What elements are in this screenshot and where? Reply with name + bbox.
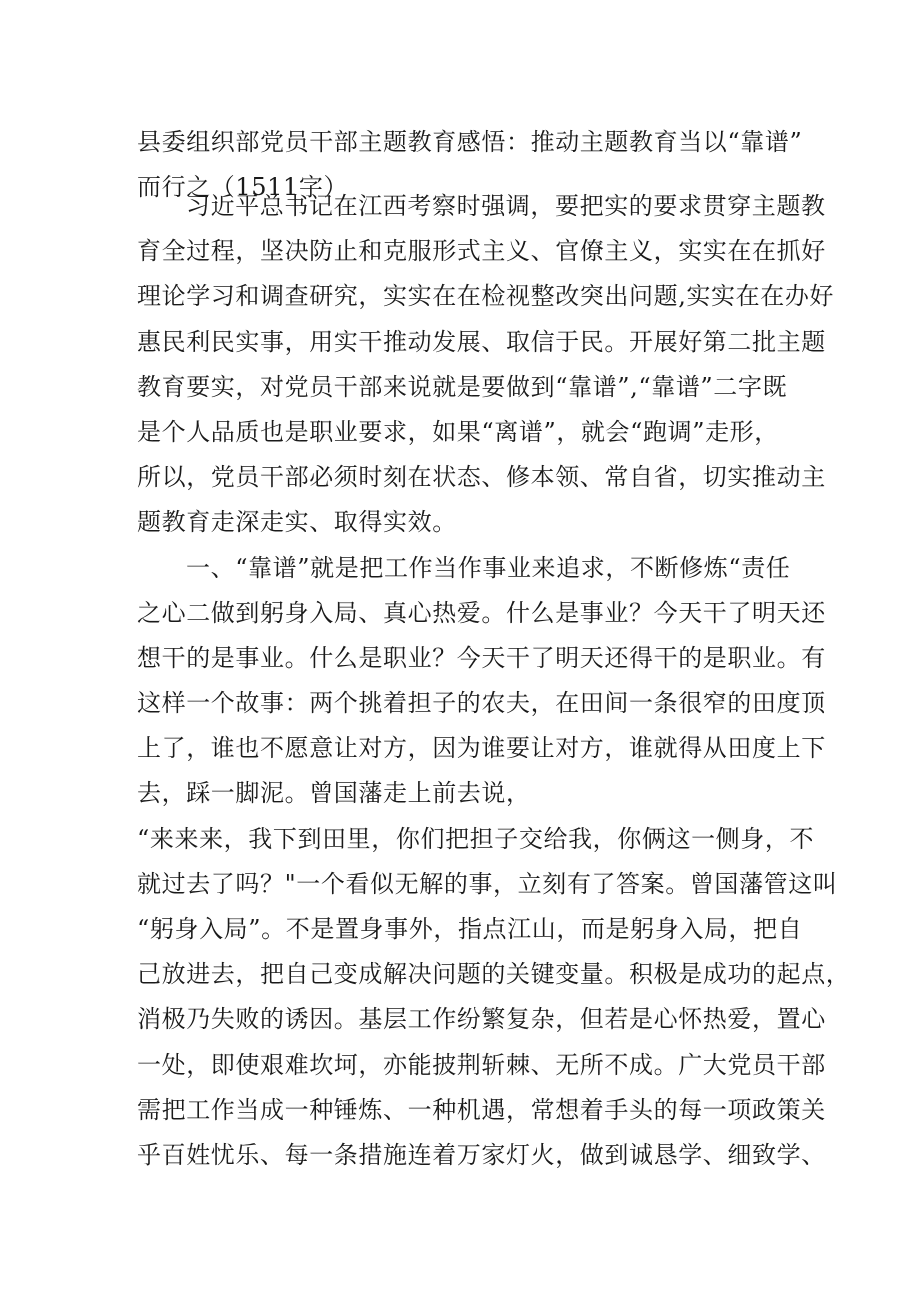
paragraph-1-line-6: 是个人品质也是职业要求，如果“离谱”，就会“跑调”走形， <box>137 417 779 446</box>
paragraph-2-line-6: 去，踩一脚泥。曾国藩走上前去说， <box>137 779 531 808</box>
paragraph-1-line-8: 题教育走深走实、取得实效。 <box>137 508 457 537</box>
paragraph-2-line-12: 一处，即使艰难坎坷，亦能披荆斩棘、无所不成。广大党员干部 <box>137 1050 826 1079</box>
title-line-1: 县委组织部党员干部主题教育感悟：推动主题教育当以“靠谱” <box>137 128 803 156</box>
paragraph-1-line-1: 习近平总书记在江西考察时强调，要把实的要求贯穿主题教 <box>186 192 826 220</box>
title-line-2: 而行之（1511字） <box>137 173 349 202</box>
paragraph-2-line-14: 乎百姓忧乐、每一条措施连着万家灯火，做到诚恳学、细致学、 <box>137 1140 826 1169</box>
paragraph-1-line-7: 所以，党员干部必须时刻在状态、修本领、常自省，切实推动主 <box>137 463 826 492</box>
paragraph-2-line-2: 之心二做到躬身入局、真心热爱。什么是事业？今天干了明天还 <box>137 598 826 627</box>
paragraph-1-line-2: 育全过程，坚决防止和克服形式主义、官僚主义，实实在在抓好 <box>137 237 826 266</box>
document-body <box>137 184 851 1178</box>
paragraph-2-line-5: 上了，谁也不愿意让对方，因为谁要让对方，谁就得从田度上下 <box>137 734 826 763</box>
paragraph-2-line-7: “来来来，我下到田里，你们把担子交给我，你俩这一侧身，不 <box>137 824 815 853</box>
paragraph-1-line-5: 教育要实，对党员干部来说就是要做到“靠谱”,“靠谱”二字既 <box>137 372 788 401</box>
paragraph-2-line-13: 需把工作当成一种锤炼、一种机遇，常想着手头的每一项政策关 <box>137 1095 826 1124</box>
paragraph-2-line-4: 这样一个故事：两个挑着担子的农夫，在田间一条很窄的田度顶 <box>137 689 826 718</box>
paragraph-2-line-11: 消极乃失败的诱因。基层工作纷繁复杂，但若是心怀热爱，置心 <box>137 1005 826 1034</box>
paragraph-2-line-9: “躬身入局”。不是置身事外，指点江山，而是躬身入局，把自 <box>137 915 803 943</box>
paragraph-2-line-10: 己放进去，把自己变成解决问题的关键变量。积极是成功的起点， <box>137 960 851 989</box>
paragraph-2-line-8: 就过去了吗？"一个看似无解的事，立刻有了答案。曾国藩管这叫 <box>137 869 838 898</box>
paragraph-2-line-3: 想干的是事业。什么是职业？今天干了明天还得干的是职业。有 <box>137 643 826 672</box>
paragraph-1-line-3: 理论学习和调查研究，实实在在检视整改突出问题,实实在在办好 <box>137 282 835 311</box>
paragraph-1-line-4: 惠民利民实事，用实干推动发展、取信于民。开展好第二批主题 <box>137 327 826 356</box>
paragraph-2-line-1: 一、“靠谱”就是把工作当作事业来追求，不断修炼“责任 <box>186 553 791 582</box>
